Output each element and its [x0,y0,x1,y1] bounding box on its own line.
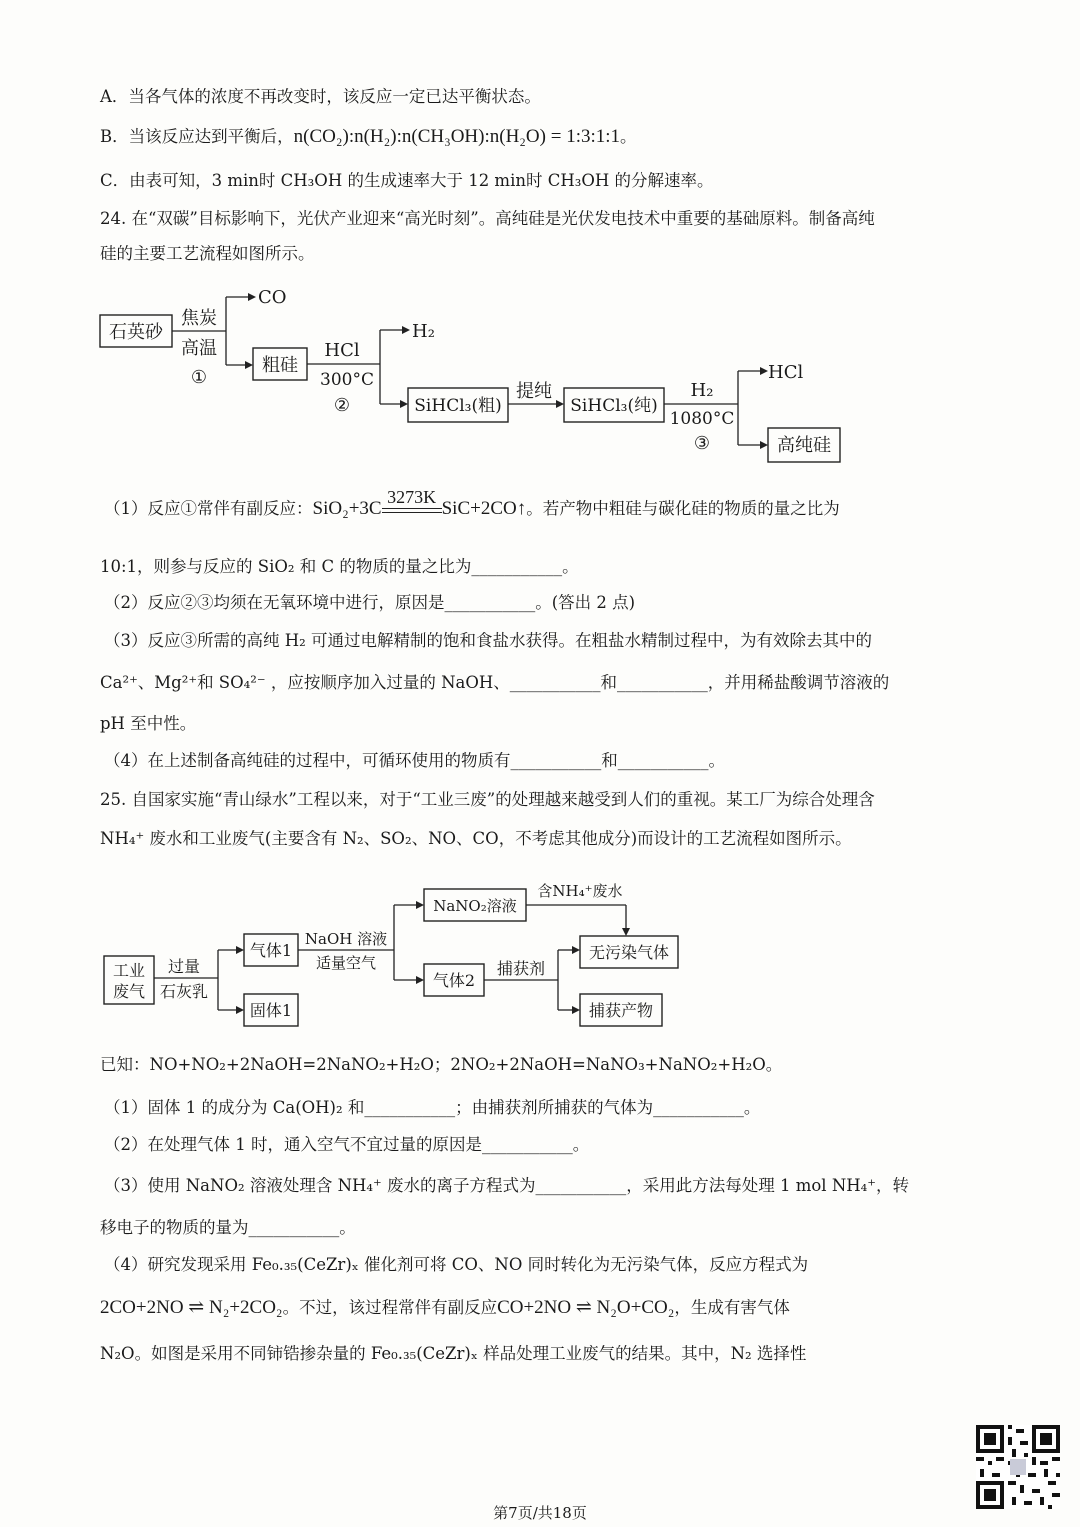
q24-part3-line3: pH 至中性。 [100,714,197,733]
q25-known: 已知：NO+NO₂+2NaOH=2NaNO₂+H₂O；2NO₂+2NaOH=NaNO₃+NaNO₂+H₂O。 [100,1055,783,1074]
label-sihcl3-pure: SiHCl₃(纯) [570,396,658,416]
label-nano2: NaNO₂溶液 [433,897,517,915]
label-hcl-out: HCl [768,362,804,383]
label-industrial: 工业 [112,961,146,980]
q24-intro-1: 24. 在“双碳”目标影响下，光伏产业迎来“高光时刻”。高纯硅是光伏发电技术中重要的基础原料。制备高纯 [100,209,875,228]
arrowhead-icon [236,1006,244,1014]
label-h2-out: H₂ [412,321,435,342]
arrowhead-icon [572,1006,580,1014]
arrowhead-icon [622,928,630,936]
label-sihcl3-crude: SiHCl₃(粗) [414,396,502,416]
label-step-2: ② [333,395,351,416]
label-quartz-sand: 石英砂 [109,322,163,343]
label-capture-agent: 捕获剂 [496,959,546,978]
arrowhead-icon [236,946,244,954]
qr-center-avatar [1010,1459,1026,1475]
label-coke: 焦炭 [181,308,217,329]
q24-intro-2: 硅的主要工艺流程如图所示。 [100,244,315,263]
q25-part3-line1: （3）使用 NaNO₂ 溶液处理含 NH₄⁺ 废水的离子方程式为___________，采用此方法每处理 1 mol NH₄⁺，转 [104,1176,909,1195]
q24-part1-line2: 10:1，则参与反应的 SiO₂ 和 C 的物质的量之比为___________。 [100,557,579,576]
label-nh4-wastewater: 含NH₄⁺废水 [537,882,623,900]
q23-option-a: A．当各气体的浓度不再改变时，该反应一定已达平衡状态。 [100,87,541,106]
label-capture-product: 捕获产物 [588,1001,654,1020]
label-h2-in: H₂ [690,380,714,401]
label-crude-silicon: 粗硅 [262,355,298,376]
q23-option-b-ratio: n(CO₂):n(H₂):n(CH₃OH):n(H₂O) = 1:3:1:1 [293,126,621,147]
q25-part2: （2）在处理气体 1 时，通入空气不宜过量的原因是___________。 [104,1135,590,1154]
q24-part3-line2: Ca²⁺、Mg²⁺和 SO₄²⁻ ，应按顺序加入过量的 NaOH、___________和___________，并用稀盐酸调节溶液的 [100,673,890,692]
label-co: CO [258,287,287,308]
label-step-1: ① [190,367,208,388]
label-air: 适量空气 [315,954,377,972]
q24-part1-eq-right: SiC+2CO↑ [441,498,527,519]
label-lime-milk: 石灰乳 [159,982,209,1001]
label-hcl: HCl [324,340,360,361]
q25-part1: （1）固体 1 的成分为 Ca(OH)₂ 和___________；由捕获剂所捕获的气体为___________。 [104,1098,761,1117]
label-clean-gas: 无污染气体 [588,943,670,962]
label-gas-2: 气体2 [432,971,476,990]
label-step-3: ③ [693,433,711,454]
label-purify: 提纯 [516,381,552,402]
label-naoh: NaOH 溶液 [304,930,388,948]
q24-part2: （2）反应②③均须在无氧环境中进行，原因是___________。(答出 2 点) [104,593,636,612]
q25-part4-mid: 。不过，该过程常伴有副反应 [282,1298,498,1317]
q25-intro-2: NH₄⁺ 废水和工业废气(主要含有 N₂、SO₂、NO、CO，不考虑其他成分)而设计的工艺流程如图所示。 [100,829,852,848]
q24-part1-prefix: （1）反应①常伴有副反应： [104,499,313,518]
qr-code-icon [976,1425,1060,1509]
q24-part1-cond-text: 3273K [387,487,437,507]
label-high-temp: 高温 [181,338,217,359]
q25-part4-suffix: ，生成有害气体 [674,1298,790,1317]
label-waste-gas: 废气 [112,982,146,1001]
q24-part1-eq-left: SiO₂+3C [312,498,382,519]
label-1080c: 1080°C [669,409,735,429]
label-300c: 300°C [320,370,374,390]
label-high-purity-si: 高纯硅 [777,435,831,456]
q24-part3-line1: （3）反应③所需的高纯 H₂ 可通过电解精制的饱和食盐水获得。在粗盐水精制过程中，为有效除去其中的 [104,631,872,650]
page-footer: 第7页/共18页 [493,1504,587,1522]
q23-option-b-suffix: 。 [620,127,637,146]
q24-part4: （4）在上述制备高纯硅的过程中，可循环使用的物质有___________和___________。 [104,751,725,770]
q23-option-b-prefix: B．当该反应达到平衡后， [100,127,294,146]
arrowhead-icon [416,976,424,984]
q23-option-c: C．由表可知，3 min时 CH₃OH 的生成速率大于 12 min时 CH₃OH 的分解速率。 [100,171,714,190]
q24-part1-suffix: 。若产物中粗硅与碳化硅的物质的量之比为 [526,499,840,518]
label-excess: 过量 [167,957,201,976]
q25-part4-line3: N₂O。如图是采用不同铈锆掺杂量的 Fe₀.₃₅(CeZr)ₓ 样品处理工业废气的结果。其中，N₂ 选择性 [100,1344,807,1363]
q25-eq-main: 2CO+2NO ⇌ N₂+2CO₂ [100,1297,283,1318]
q25-intro-1: 25. 自国家实施“青山绿水”工程以来，对于“工业三废”的处理越来越受到人们的重视。某工厂为综合处理含 [100,790,875,809]
q25-eq-side: CO+2NO ⇌ N₂O+CO₂ [497,1297,675,1318]
q25-part3-line2: 移电子的物质的量为___________。 [100,1218,356,1237]
arrowhead-icon [572,946,580,954]
label-gas-1: 气体1 [249,941,293,960]
q25-part4-line2 [100,1297,790,1319]
arrowhead-icon [416,901,424,909]
q25-part4-line1: （4）研究发现采用 Fe₀.₃₅(CeZr)ₓ 催化剂可将 CO、NO 同时转化为无污染气体，反应方程式为 [104,1255,809,1274]
label-solid-1: 固体1 [249,1001,293,1020]
